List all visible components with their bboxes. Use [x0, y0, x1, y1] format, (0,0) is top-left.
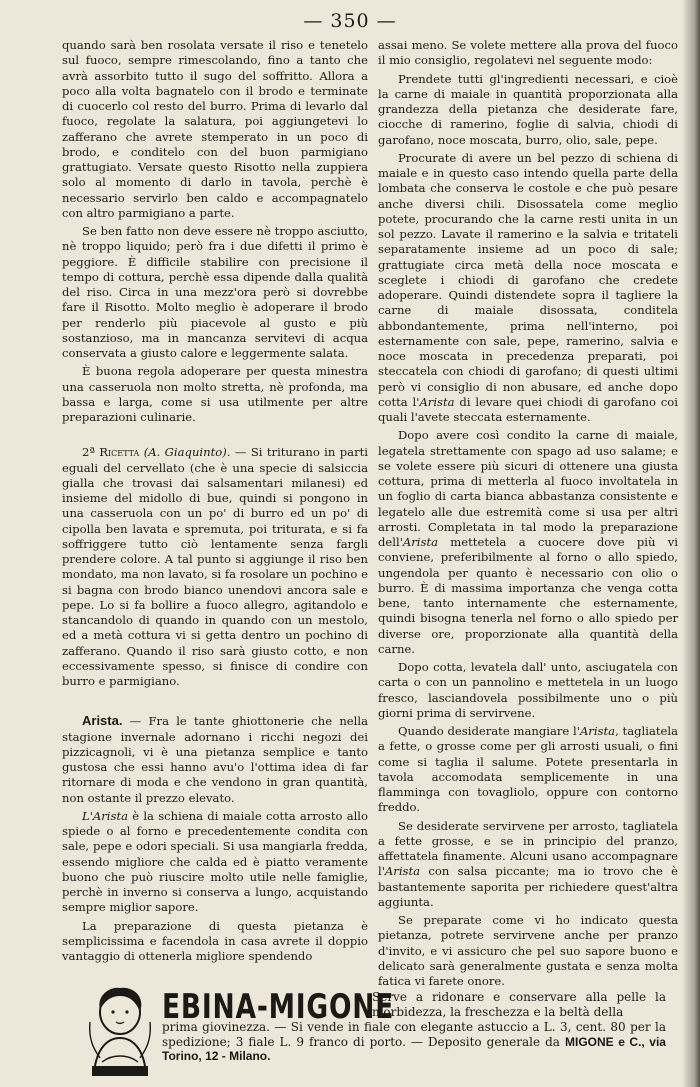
recipe-text: — Si triturano in parti eguali del cervellato (che è una specie di salsiccia gialla che trovasi dai salsamentari milanesi) ed insieme del midollo di bue, quindi si pongono in una casseruola con un po' di burro ed un po' di cipolla ben lavata e spremuta, poi triturata, e si fa soffriggere tutto ciò lentamente senza fargli prendere colore. A tal punto si aggiunge il riso ben mondato, ma non lavato, si fa rosolare un pochino e si bagna con brodo bianco unendovi ancora sale e pepe. Lo si fa bollire a fuoco allegro, agitandolo e stancandolo di quando in quando con un mestolo, ed a metà cottura vi si getta dentro un pochino di zafferano. Quando il riso sarà giusto cotto, e non eccessivamente spesso, si finisce di condire con burro e parmigiano. [62, 445, 368, 688]
paragraph-second-recipe [62, 445, 368, 689]
serving-text-end: , tagliatela a fette, o grosse come per gli arrosti usuali, o fini come si taglia il salume. Potete presentarla in tavola accomodata semplicemente in una flamminga con tovagliolo, oppure con contorno freddo. [378, 724, 678, 815]
arista-definition-text: è la schiena di maiale cotta arrosto allo spiede o al forno e precedentemente condita con sale, pepe e odori speciali. Si usa mangiarla fredda, essendo migliore che calda ed è piatto veramente buono che può riuscire molto utile nelle famiglie, perchè in inverno si conserva a lungo, acquistando sempre miglior sapore. [62, 808, 368, 915]
ad-address: MIGONE e C., via Torino, 12 - Milano. [162, 1034, 666, 1063]
ad-brand-name: EBINA-MIGONE [162, 987, 395, 1027]
ad-text [162, 1020, 666, 1064]
paragraph-risotto-continued: quando sarà ben rosolata versate il riso e tenetelo sul fuoco, sempre rimescolando, fino a tanto che avrà assorbito tutto il sugo del soffritto. Allora a poco alla volta bagnatelo con il brodo e terminate di cuocerlo col resto del burro. Prima di levarlo dal fuoco, regolate la salatura, poi aggiungetevi lo zafferano che avrete stemperato in un poco di brodo, e conditelo con del buon parmigiano grattugiato. Versate questo Risotto nella zuppiera solo al momento di darlo in tavola, perchè è necessario servirlo ben caldo e accompagnatelo con altro parmigiano a parte. [62, 38, 368, 220]
right-column [378, 38, 678, 989]
ad-tagline: Serve a ridonare e conservare alla pelle la morbidezza, la freschezza e la beltà della [372, 990, 666, 1019]
section-heading-arista: Arista. [82, 713, 123, 729]
roast-text: Se desiderate servirvene per arrosto, tagliatela a fette grosse, e se in principio del pranzo, affettatela finamente. Alcuni usano accompagnare l' [378, 818, 678, 879]
left-column [62, 38, 368, 964]
arista-name: Arista [419, 394, 455, 409]
paragraph-serving [378, 724, 678, 816]
paragraph-tying [378, 428, 678, 657]
paragraph-after-cooking: Dopo cotta, levatela dall' unto, asciugatela con carta o con un pannolino e mettetela in un luogo fresco, lasciandovela possibilmente uno o più giorni prima di servirvene. [378, 660, 678, 720]
tying-text-end: mettetela a cuocere dove più vi conviene, preferibilmente al forno o allo spiedo, ungendola per quanto è necessario con olio o burro. È di massima importanza che venga cotta bene, tanto internamente che esternamente, quindi bisogna tenerla nel forno o allo spiedo per diverse ore, proporzionate alla quantità della carne. [378, 535, 678, 656]
advertisement [86, 982, 666, 1078]
page-number: — 350 — [303, 10, 397, 32]
paragraph-arista-preparation: La preparazione di questa pietanza è semplicissima e facendola in casa avrete il doppio vantaggio di ottenerla migliore spendendo [62, 918, 368, 963]
paragraph-conclusion: Se preparate come vi ho indicato questa pietanza, potrete servirvene anche per pranzo d'invito, e vi assicuro che pel suo sapore buono e delicato sarà generalmente gustata e senza molta fatica vi farete onore. [378, 913, 678, 988]
paragraph-risotto-consistency: Se ben fatto non deve essere nè troppo asciutto, nè troppo liquido; però fra i due difetti il primo è peggiore. È difficile stabilire con precisione il tempo di cottura, perchè essa dipende dalla qualità del riso. Circa in una mezz'ora però si dovrebbe fare il Risotto. Molto meglio è adoperare il brodo per renderlo più piacevole al gusto e più sostanzioso, ma in mancanza servitevi di acqua conservata a giusto calore e leggermente salata. [62, 224, 368, 360]
recipe-author: (A. Giaquinto). [143, 445, 231, 460]
serving-text: Quando desiderate mangiare l' [398, 724, 580, 738]
arista-name: Arista [384, 864, 421, 879]
procedure-text: Procurate di avere un bel pezzo di schiena di maiale e in questo caso intendo quella parte della lombata che conserva le costole e che può pesare anche diversi chili. Disossatela come meglio potete, procurando che la carne resti unita in un sol pezzo. Lavate il ramerino e la salvia e tritateli separatamente insieme ad un poco di sale; grattugiate circa metà della noce moscata e sceglete i chiodi di garofano che credete adoperare. Quindi distendete sopra il tagliere la carne di maiale disossata, conditela abbondantemente, prima nell'interno, poi esternamente con sale, pepe, ramerino, salvia e noce moscata in precedenza preparati, poi steccatela con chiodi di garofano; di questi ultimi però vi consiglio di non abusare, ed anche dopo cotta l' [378, 150, 678, 409]
ad-text-body: prima giovinezza. — Si vende in fiale con elegante astuccio a L. 3, cent. 80 per la spedizione; 3 fiale L. 9 franco di porto. — Deposito generale da [162, 1020, 666, 1049]
arista-intro-text: — Fra le tante ghiottonerie che nella stagione invernale adornano i ricchi negozi dei pizzicagnoli, vi è una pietanza semplice e tanto gustosa che essi hanno avu'o l'ottima idea di far ritornare di moda e che vendono in gran quantità, non ostante il prezzo elevato. [62, 714, 368, 805]
tying-text: Dopo avere così condito la carne di maiale, legatela strettamente con spago ad uso salame; e se volete essere più sicuri di ottenere una giusta cottura, prima di metterla al fuoco involtatela in un foglio di carta bianca abbastanza consistente e legatelo alle due estremità come si usa per altri arrosti. Completata in tal modo la preparazione dell' [378, 428, 678, 549]
paragraph-ingredients: Prendete tutti gl'ingredienti necessari, e cioè la carne di maiale in quantità proporzionata alla grandezza della pietanza che desiderate fare, ciocche di ramerino, foglie di salvia, chiodi di garofano, noce moscata, burro, olio, sale, pepe. [378, 71, 678, 147]
arista-name: Arista [402, 535, 439, 549]
procedure-text-end: di levare quei chiodi di garofano coi quali l'avete steccata esternamente. [378, 394, 678, 424]
paragraph-arista-definition [62, 809, 368, 916]
paragraph-arista-intro [62, 713, 368, 806]
woman-portrait-emblem-icon [86, 982, 154, 1078]
recipe-label: 2ª Ricetta [82, 445, 140, 460]
page-binding-shadow [682, 0, 700, 1087]
paragraph-roast [378, 819, 678, 911]
paragraph-arista-advice: assai meno. Se volete mettere alla prova del fuoco il mio consiglio, regolatevi nel seguente modo: [378, 38, 678, 68]
roast-text-end: con salsa piccante; ma io trovo che è bastantemente saporita per richiedere quest'altra aggiunta. [378, 864, 678, 909]
paragraph-risotto-pan: È buona regola adoperare per questa minestra una casseruola non molto stretta, nè profonda, ma bassa e larga, come si usa utilmente per altre preparazioni culinarie. [62, 364, 368, 424]
paragraph-procedure [378, 151, 678, 426]
arista-name: L'Arista [82, 808, 129, 823]
arista-name: Arista [579, 724, 616, 738]
